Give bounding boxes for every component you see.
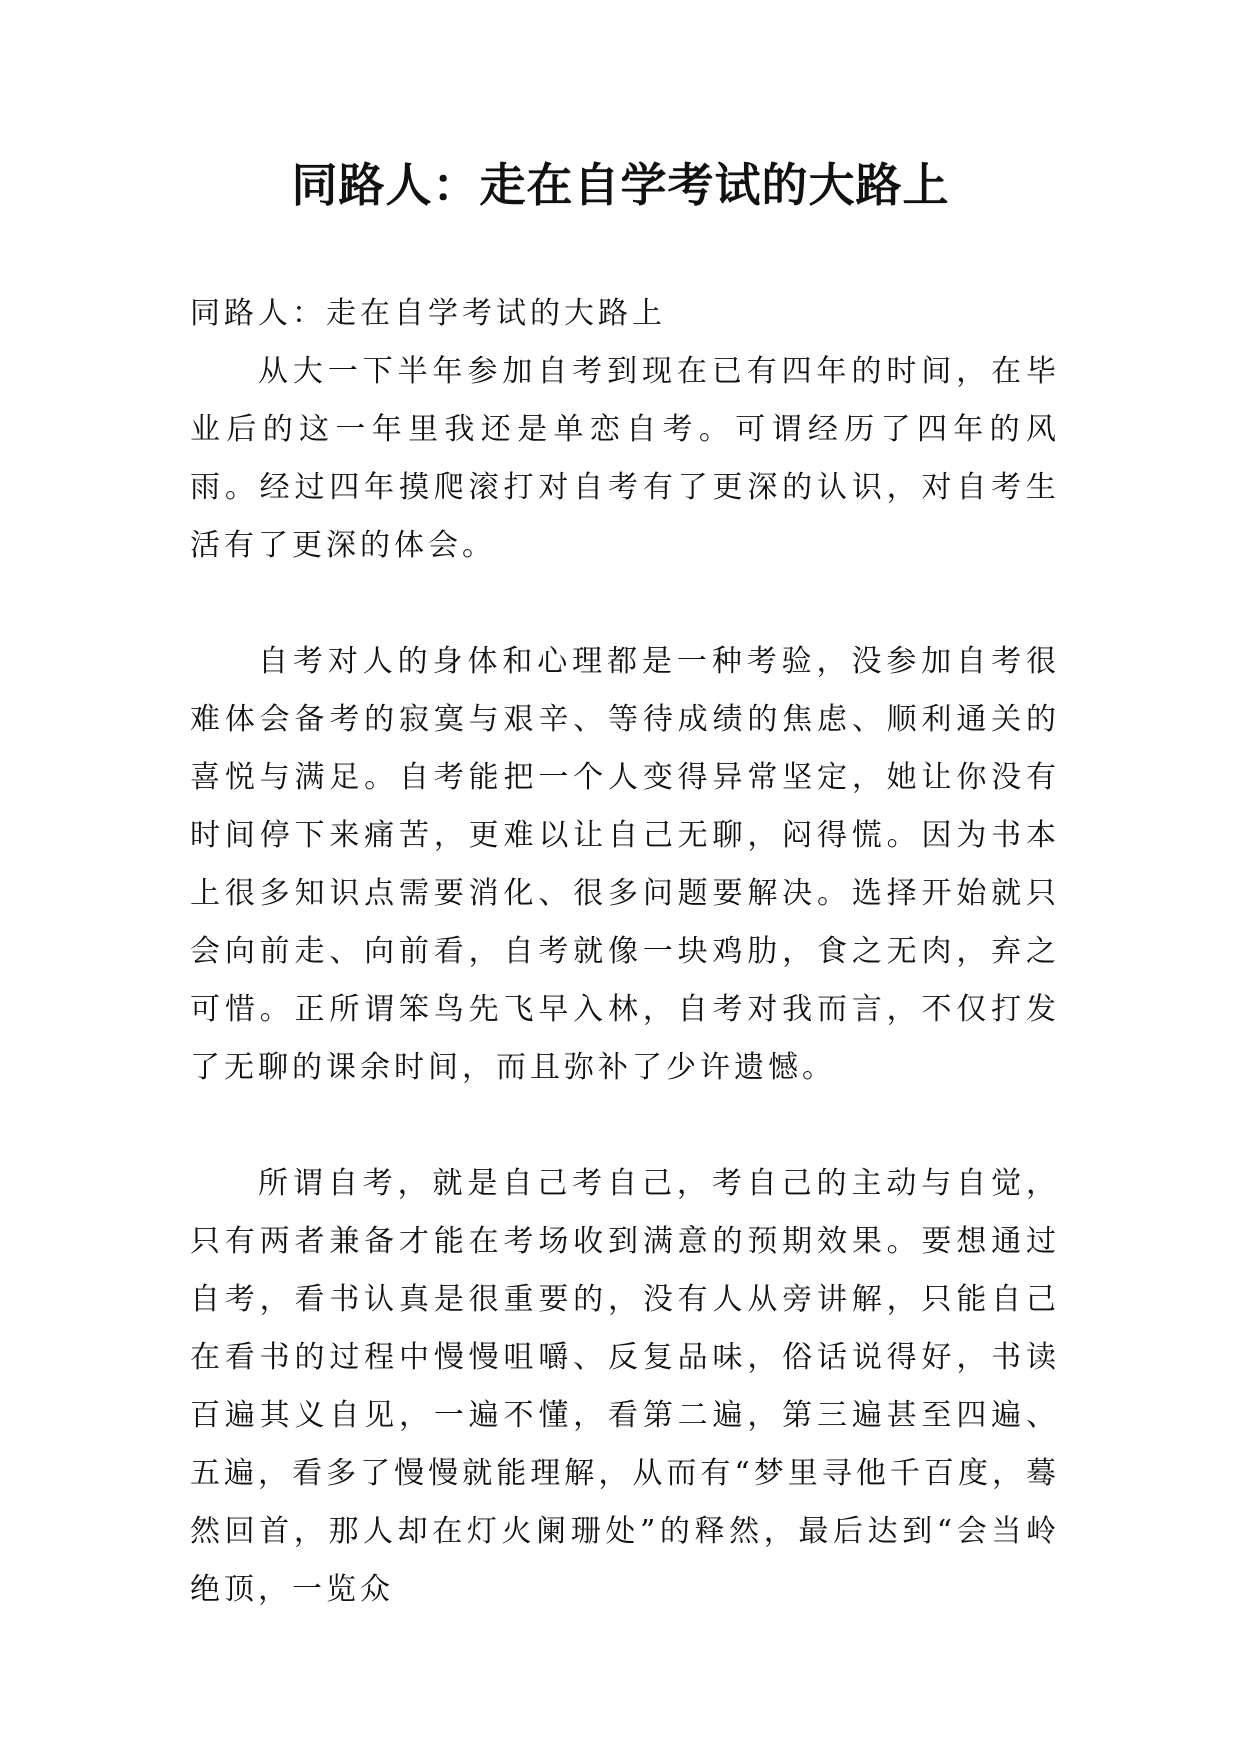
paragraph-2: 自考对人的身体和心理都是一种考验，没参加自考很难体会备考的寂寞与艰辛、等待成绩的焦虑、顺利通关的喜悦与满足。自考能把一个人变得异常坚定，她让你没有时间停下来痛苦，更难以让自己无聊，闷得慌。因为书本上很多知识点需要消化、很多问题要解决。选择开始就只会向前走、向前看，自考就像一块鸡肋，食之无肉，弃之可惜。正所谓笨鸟先飞早入林，自考对我而言，不仅打发了无聊的课余时间，而且弥补了少许遗憾。 xyxy=(190,644,1060,1085)
subtitle-line: 同路人：走在自学考试的大路上 xyxy=(190,296,666,331)
paragraph-spacer xyxy=(190,1097,1060,1155)
paragraph-1: 从大一下半年参加自考到现在已有四年的时间，在毕业后的这一年里我还是单恋自考。可谓经历了四年的风雨。经过四年摸爬滚打对自考有了更深的认识，对自考生活有了更深的体会。 xyxy=(190,354,1060,563)
paragraph-spacer xyxy=(190,575,1060,633)
paragraph-3: 所谓自考，就是自己考自己，考自己的主动与自觉，只有两者兼备才能在考场收到满意的预期效果。要想通过自考，看书认真是很重要的，没有人从旁讲解，只能自己在看书的过程中慢慢咀嚼、反复品味，俗话说得好，书读百遍其义自见，一遍不懂，看第二遍，第三遍甚至四遍、五遍，看多了慢慢就能理解，从而有“梦里寻他千百度，蓦然回首，那人却在灯火阑珊处”的释然，最后达到“会当岭绝顶，一览众 xyxy=(190,1166,1060,1607)
document-body xyxy=(190,285,1060,1619)
document-title: 同路人：走在自学考试的大路上 xyxy=(291,158,950,212)
